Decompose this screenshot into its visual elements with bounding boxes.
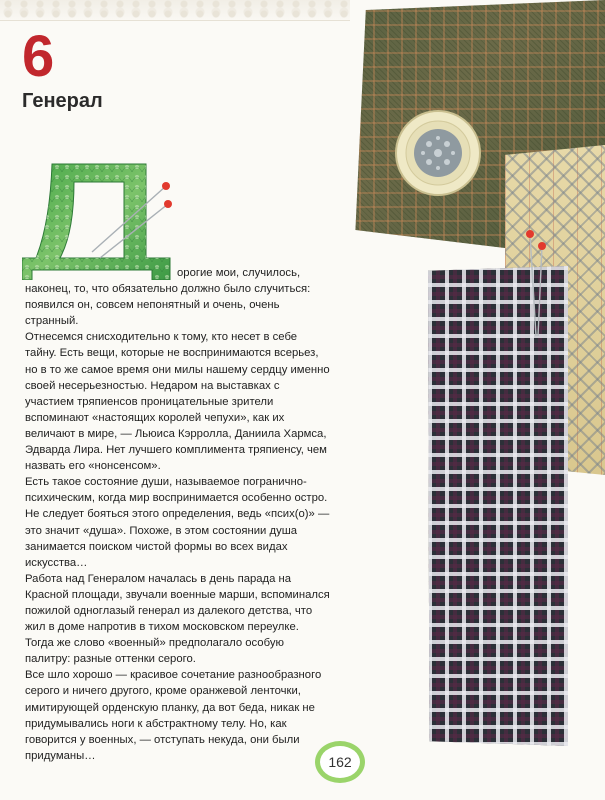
paragraph: Работа над Генералом началась в день парада на Красной площади, звучали военные марши, вспоминался пожилой одноглазый генерал из далекого детства, что жил в доме напротив в тихом московском переулке. Тогда же слово «военный» предполагало особую палитру: разные оттенки серого.: [25, 572, 330, 666]
dropcap-letter: [22, 162, 174, 280]
chapter-number: 6: [22, 24, 55, 89]
chapter-title: Генерал: [22, 90, 103, 112]
paragraph: орогие мои, случилось, наконец, то, что обязательно должно было случиться: появился он, совсем непонятный и очень, очень странный.: [25, 267, 311, 328]
paragraph: Есть такое состояние души, называемое погранично-психическим, когда мир воспринимается особенно остро. Не следует бояться этого определения, ведь «псих(о)» — это значит «душа». Похоже, в этом состоянии душа занимается поиском чистой формы во всех видах искусства…: [25, 476, 330, 569]
page-number: 162: [328, 754, 352, 770]
lace-border: [0, 0, 350, 21]
paragraph: Отнесемся снисходительно к тому, кто несет в себе тайну. Есть вещи, которые не воспринимаются всерьез, но в то же самое время они милы нашему сердцу именно своей несерьезностью. Недаром на выставках с участием тряпиенсов проницательные зрители вспоминают «настоящих королей чепухи», как их величают в мире, — Льюиса Кэрролла, Даниила Хармса, Эдварда Лира. Нет лучшего комплимента тряпиенсу, чем назвать его «нонсенсом».: [25, 331, 330, 473]
body-text: [25, 265, 330, 764]
button-image: [393, 108, 483, 198]
pin-icon: [520, 228, 550, 338]
paragraph: Все шло хорошо — красивое сочетание разнообразного серого и ничего другого, кроме оранжевой ленточки, имитирующей орденскую планку, да вот беда, никак не придумывались ноги к абстрактному телу. Но, как говорится у военных, — отступать некуда, они были придуманы…: [25, 669, 322, 762]
plaid-fabric-image: [428, 266, 568, 746]
